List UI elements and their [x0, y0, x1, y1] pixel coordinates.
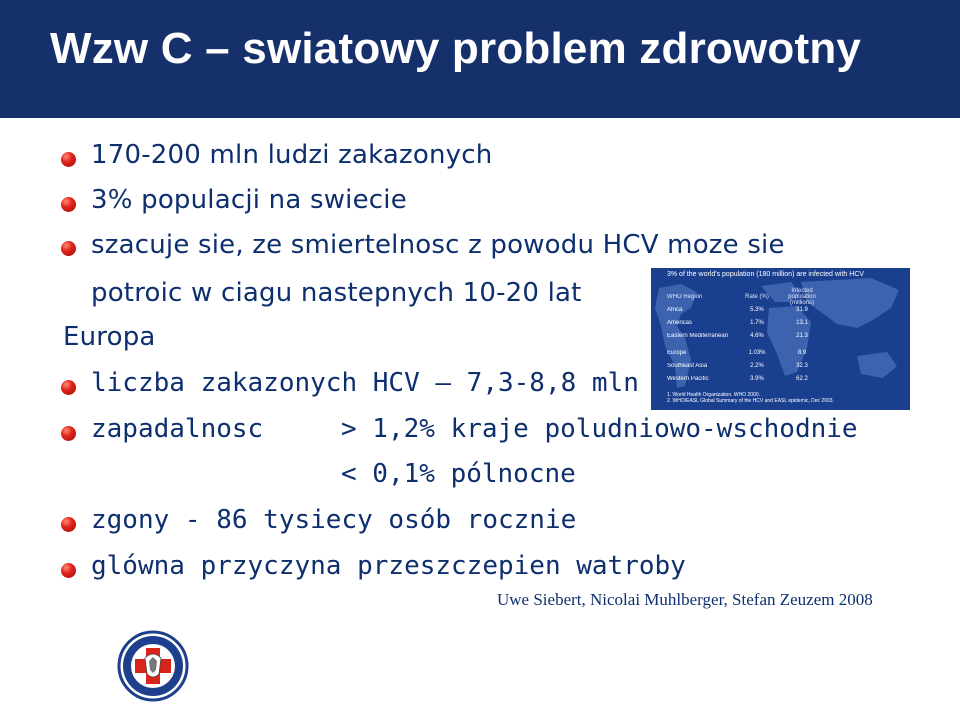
region-name: Europe — [667, 349, 687, 356]
map-table — [667, 287, 827, 385]
region-rate: 3.9% — [750, 375, 764, 382]
region-rate: 5.3% — [750, 306, 764, 313]
bullet-text-3: szacuje sie, ze smiertelnosc z powodu HCV moze sie — [91, 230, 785, 260]
region-pop: 62.2 — [796, 375, 808, 382]
map-header-pop: Infected population (millions) — [788, 287, 816, 306]
europe-transplant: glówna przyczyna przeszczepien watroby — [91, 551, 686, 581]
map-footnote-2: 2. WHO/EASL Global Summary of the HCV and EASL epidemic, Dec 2003. — [667, 398, 834, 404]
region-pop: 21.3 — [796, 332, 808, 339]
table-row — [667, 316, 827, 329]
map-footnotes — [667, 392, 834, 404]
region-name: Southeast Asia — [667, 362, 708, 369]
title-bar — [0, 0, 960, 118]
europe-prevalence-label: zapadalnosc — [91, 414, 264, 444]
europe-prevalence-north: < 0,1% pólnocne — [341, 459, 576, 489]
region-rate: 2.2% — [750, 362, 764, 369]
table-row — [667, 329, 827, 342]
map-table-header — [667, 287, 827, 306]
bullet-text-1: 170-200 mln ludzi zakazonych — [91, 140, 493, 170]
region-rate: 1.7% — [750, 319, 764, 326]
map-title: 3% of the world's population (180 million) are infected with HCV — [667, 271, 865, 278]
bullet-icon — [61, 517, 76, 532]
region-name: Eastern Mediterranean — [667, 332, 729, 339]
map-footnote-1: 1. World Health Organization. WHO 2000. — [667, 392, 761, 398]
bullet-icon — [61, 563, 76, 578]
hcv-world-map-image — [651, 268, 910, 410]
bullet-icon — [61, 241, 76, 256]
map-header-rate: Rate (%) — [745, 293, 769, 300]
map-header-region: WHO Region — [667, 293, 703, 300]
bullet-text-3-continuation: potroic w ciagu nastepnych 10-20 lat — [91, 278, 582, 308]
bullet-text-2: 3% populacji na swiecie — [91, 185, 407, 215]
region-pop: 8.9 — [797, 349, 807, 356]
region-pop: 31.9 — [796, 306, 808, 313]
europe-infected: liczba zakazonych HCV – 7,3-8,8 mln — [91, 368, 639, 398]
source-citation: Uwe Siebert, Nicolai Muhlberger, Stefan Zeuzem 2008 — [497, 590, 873, 609]
slide-title: Wzw C – swiatowy problem zdrowotny — [50, 24, 862, 73]
region-name: Americas — [667, 319, 693, 326]
region-rate: 1.03% — [748, 349, 766, 356]
bullet-icon — [61, 426, 76, 441]
sanitary-inspection-emblem-icon — [116, 630, 190, 702]
region-rate: 4.6% — [750, 332, 764, 339]
table-row — [667, 359, 827, 372]
europe-prevalence-southeast: > 1,2% kraje poludniowo-wschodnie — [341, 414, 858, 444]
region-name: Western Pacific — [667, 375, 709, 382]
europe-deaths: zgony - 86 tysiecy osób rocznie — [91, 505, 577, 535]
region-name: Africa — [667, 306, 683, 313]
table-row — [667, 372, 827, 385]
region-pop: 32.3 — [796, 362, 808, 369]
bullet-icon — [61, 380, 76, 395]
table-row — [667, 346, 827, 359]
region-pop: 13.1 — [796, 319, 808, 326]
section-heading-europa: Europa — [63, 322, 156, 352]
bullet-icon — [61, 197, 76, 212]
bullet-icon — [61, 152, 76, 167]
